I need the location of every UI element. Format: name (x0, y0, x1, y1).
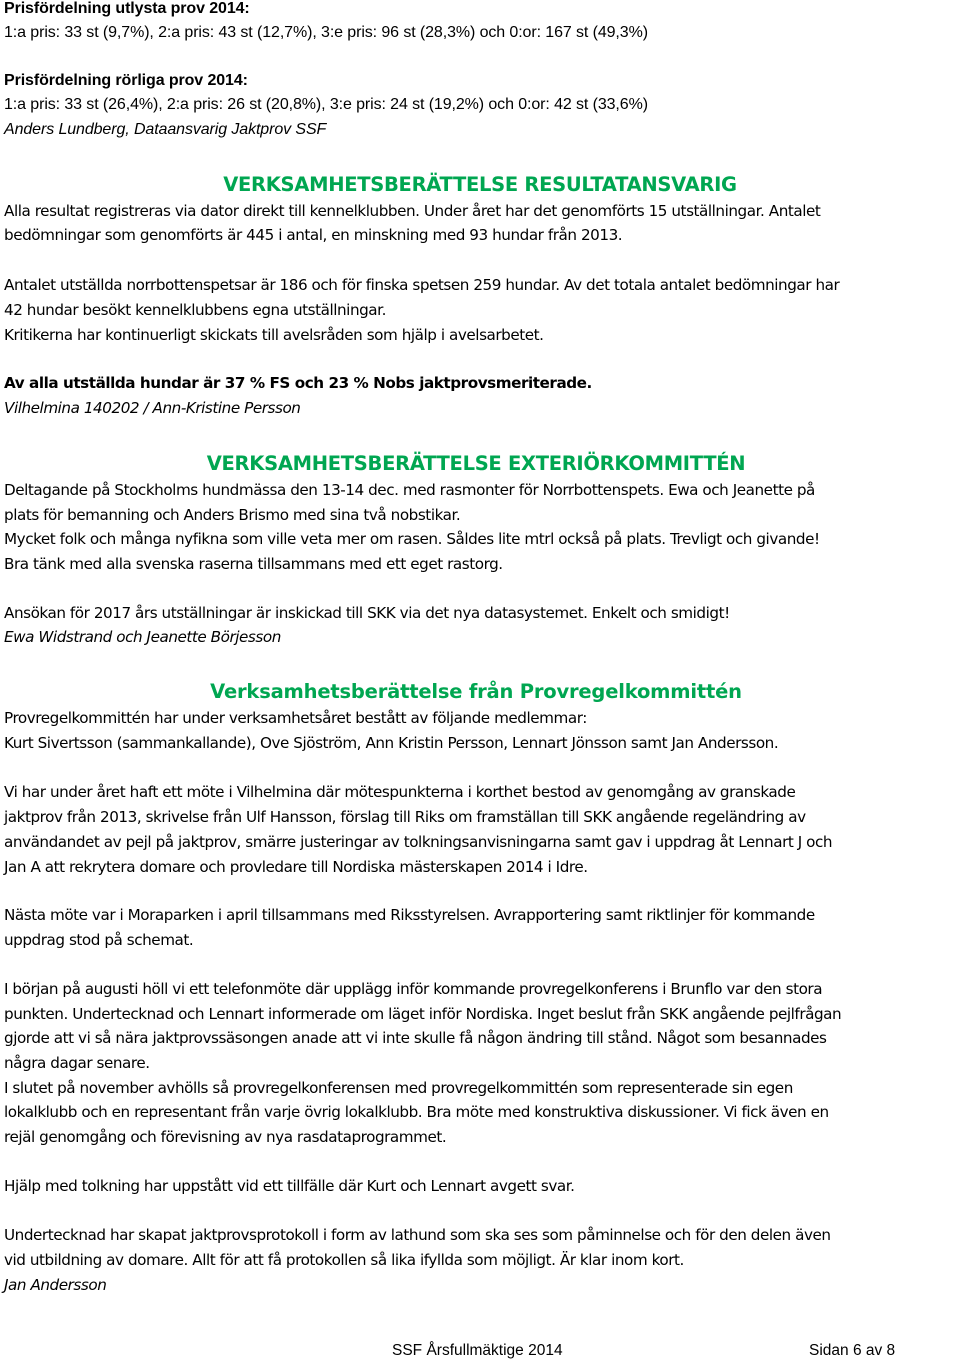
resultat-signature: Vilhelmina 140202 / Ann-Kristine Persson (4, 399, 301, 417)
prize-utlysta-line: 1:a pris: 33 st (9,7%), 2:a pris: 43 st (12,7%), 3:e pris: 96 st (28,3%) och 0:or: 167 st (49,3%) (4, 24, 648, 41)
provregel-line: Undertecknad har skapat jaktprovsprotokoll i form av lathund som ska ses som påminnelse och för den delen även (4, 1226, 831, 1244)
provregel-line: jaktprov från 2013, skrivelse från Ulf Hansson, förslag till Riks om framställan till SKK angående regeländring av (4, 808, 806, 826)
provregel-line: Kurt Sivertsson (sammankallande), Ove Sjöström, Ann Kristin Persson, Lennart Jönsson samt Jan Andersson. (4, 734, 779, 752)
provregel-line: vid utbildning av domare. Allt för att få protokollen så lika ifyllda som möjligt. Är klar inom kort. (4, 1251, 684, 1269)
provregel-line: Hjälp med tolkning har uppstått vid ett tillfälle där Kurt och Lennart avgett svar. (4, 1177, 575, 1195)
provregel-line: uppdrag stod på schemat. (4, 931, 194, 949)
provregel-line: några dagar senare. (4, 1054, 150, 1072)
prize-rorliga-heading: Prisfördelning rörliga prov 2014: (4, 72, 248, 89)
provregel-line: Nästa möte var i Moraparken i april tillsammans med Riksstyrelsen. Avrapportering samt riktlinjer för kommande (4, 906, 815, 924)
provregel-title: Verksamhetsberättelse från Provregelkommittén (210, 680, 742, 703)
resultat-title: VERKSAMHETSBERÄTTELSE RESULTATANSVARIG (223, 173, 737, 196)
prize-rorliga-signature: Anders Lundberg, Dataansvarig Jaktprov SSF (4, 121, 327, 138)
resultat-line: Alla resultat registreras via dator direkt till kennelklubben. Under året har det genomförts 15 utställningar. Antalet (4, 202, 821, 220)
prize-utlysta-heading: Prisfördelning utlysta prov 2014: (4, 0, 250, 17)
provregel-line: lokalklubb och en representant från varje övrig lokalklubb. Bra möte med konstruktiva diskussioner. Vi fick även en (4, 1103, 829, 1121)
prize-rorliga-line: 1:a pris: 33 st (26,4%), 2:a pris: 26 st (20,8%), 3:e pris: 24 st (19,2%) och 0:or: 42 st (33,6%) (4, 96, 648, 113)
exterior-line: Deltagande på Stockholms hundmässa den 13-14 dec. med rasmonter för Norrbottenspets. Ewa och Jeanette på (4, 481, 815, 499)
exterior-line: Mycket folk och många nyfikna som ville veta mer om rasen. Såldes lite mtrl också på plats. Trevligt och givande! (4, 530, 820, 548)
provregel-line: punkten. Undertecknad och Lennart informerade om läget inför Nordiska. Inget beslut från SKK angående pejlfrågan (4, 1005, 842, 1023)
resultat-line: Kritikerna har kontinuerligt skickats till avelsråden som hjälp i avelsarbetet. (4, 326, 544, 344)
provregel-line: Jan A att rekrytera domare och provledare till Nordiska mästerskapen 2014 i Idre. (4, 858, 588, 876)
provregel-line: Vi har under året haft ett möte i Vilhelmina där mötespunkterna i korthet bestod av genomgång av granskade (4, 783, 796, 801)
provregel-signature: Jan Andersson (4, 1276, 107, 1294)
exterior-title: VERKSAMHETSBERÄTTELSE EXTERIÖRKOMMITTÉN (206, 452, 746, 475)
resultat-line: Antalet utställda norrbottenspetsar är 186 och för finska spetsen 259 hundar. Av det totala antalet bedömningar har (4, 276, 840, 294)
footer-page-number: Sidan 6 av 8 (809, 1342, 896, 1359)
exterior-signature: Ewa Widstrand och Jeanette Börjesson (4, 628, 281, 646)
provregel-line: rejäl genomgång och förevisning av nya rasdataprogrammet. (4, 1128, 447, 1146)
resultat-line: bedömningar som genomförts är 445 i antal, en minskning med 93 hundar från 2013. (4, 226, 623, 244)
resultat-line: 42 hundar besökt kennelklubbens egna utställningar. (4, 301, 386, 319)
provregel-line: I början på augusti höll vi ett telefonmöte där upplägg inför kommande provregelkonferens i Brunflo var den stora (4, 980, 823, 998)
resultat-bold-line: Av alla utställda hundar är 37 % FS och 23 % Nobs jaktprovsmeriterade. (4, 374, 592, 392)
exterior-line: Ansökan för 2017 års utställningar är inskickad till SKK via det nya datasystemet. Enkelt och smidigt! (4, 604, 730, 622)
provregel-line: användandet av pejl på jaktprov, smärre justeringar av tolkningsanvisningarna samt gav i uppdrag åt Lennart J och (4, 833, 833, 851)
exterior-line: plats för bemanning och Anders Brismo med sina två nobstikar. (4, 506, 461, 524)
provregel-line: gjorde att vi så nära jaktprovssäsongen anade att vi inte skulle få någon ändring till stånd. Något som besannades (4, 1029, 827, 1047)
exterior-line: Bra tänk med alla svenska raserna tillsammans med ett eget rastorg. (4, 555, 503, 573)
provregel-line: I slutet på november avhölls så provregelkonferensen med provregelkommittén som representerade sin egen (4, 1079, 793, 1097)
provregel-line: Provregelkommittén har under verksamhetsåret bestått av följande medlemmar: (4, 709, 587, 727)
footer-title: SSF Årsfullmäktige 2014 (392, 1342, 563, 1359)
